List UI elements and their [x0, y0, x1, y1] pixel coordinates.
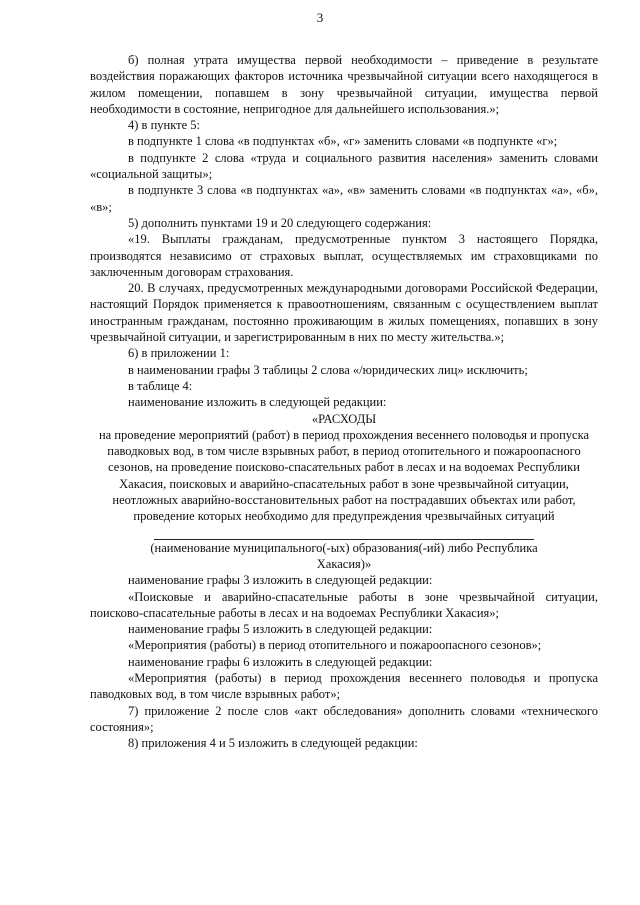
paragraph-column-3-intro: наименование графы 3 изложить в следующей редакции: — [128, 573, 433, 588]
paragraph-column-6-intro: наименование графы 6 изложить в следующей редакции: — [128, 654, 433, 669]
paragraph-item-7: 7) приложение 2 после слов «акт обследования» дополнить словами «технического состояния»; — [90, 703, 598, 734]
paragraph-column-5-intro: наименование графы 5 изложить в следующей редакции: — [128, 622, 433, 637]
paragraph-subitem-1: в подпункте 1 слова «в подпунктах «б», «г» заменить словами «в подпункте «г»; — [128, 134, 558, 149]
paragraph-column-5-text: «Мероприятия (работы) в период отопительного и пожароопасного сезонов»; — [128, 638, 542, 653]
expenses-title-block — [90, 411, 598, 573]
paragraph-subitem-3: в подпункте 3 слова «в подпунктах «а», «в» заменить словами «в подпунктах «а», «б», «в»; — [90, 183, 598, 214]
paragraph-item-4: 4) в пункте 5: — [128, 118, 200, 133]
expenses-heading: «РАСХОДЫ — [311, 411, 377, 426]
paragraph-point-19: «19. Выплаты гражданам, предусмотренные пунктом 3 настоящего Порядка, производятся независимо от страховых выплат, осуществляемых им страховщиками по заключенным договорам страхования. — [90, 232, 598, 279]
page-number: 3 — [316, 10, 324, 25]
paragraph-item-8: 8) приложения 4 и 5 изложить в следующей редакции: — [128, 736, 418, 751]
municipality-caption: (наименование муниципального(-ых) образования(-ий) либо Республика Хакасия)» — [150, 540, 538, 571]
document-body — [90, 52, 598, 751]
paragraph-column-6-text: «Мероприятия (работы) в период прохождения весеннего половодья и пропуска паводковых вод, в том числе взрывных работ»; — [90, 670, 598, 702]
paragraph-title-intro: наименование изложить в следующей редакции: — [128, 395, 387, 410]
paragraph-b-loss-definition: б) полная утрата имущества первой необходимости – приведение в результате воздействия поражающих факторов источника чрезвычайной ситуации всего находящегося в жилом помещении, попавшем в зону чрезвычайной ситуации, имущества первой необходимости в состояние, непригодное для дальнейшего использования.»; — [90, 53, 598, 116]
paragraph-table-4: в таблице 4: — [128, 378, 193, 393]
expenses-title-body: на проведение мероприятий (работ) в период прохождения весеннего половодья и пропуска паводковых вод, в том числе взрывных работ, в период отопительного и пожароопасного сезонов, на проведение поисково-спасательных работ в лесах и на водоемах Республики Хакасия, поисковых и аварийно-спасательных работ в зоне чрезвычайной ситуации, неотложных аварийно-восстановительных работ на пострадавших объектах или работ, проведение которых необходимо для предупреждения чрезвычайных ситуаций — [98, 427, 590, 524]
paragraph-point-20: 20. В случаях, предусмотренных международными договорами Российской Федерации, настоящий Порядок применяется к правоотношениям, связанным с осуществлением выплат иностранным гражданам, постоянно проживающим в жилых помещениях, попавших в зону чрезвычайной ситуации, и зарегистрированным в них по месту жительства.»; — [90, 281, 598, 345]
paragraph-item-6: 6) в приложении 1: — [128, 346, 230, 361]
paragraph-column-3-text: «Поисковые и аварийно-спасательные работы в зоне чрезвычайной ситуации, поисково-спасательные работы в лесах и на водоемах Республики Хакасия»; — [90, 589, 598, 620]
paragraph-subitem-2: в подпункте 2 слова «труда и социального развития населения» заменить словами «социальной защиты»; — [90, 150, 598, 182]
paragraph-item-5: 5) дополнить пунктами 19 и 20 следующего содержания: — [128, 215, 432, 230]
paragraph-table-2-column: в наименовании графы 3 таблицы 2 слова «/юридических лиц» исключить; — [128, 362, 528, 377]
